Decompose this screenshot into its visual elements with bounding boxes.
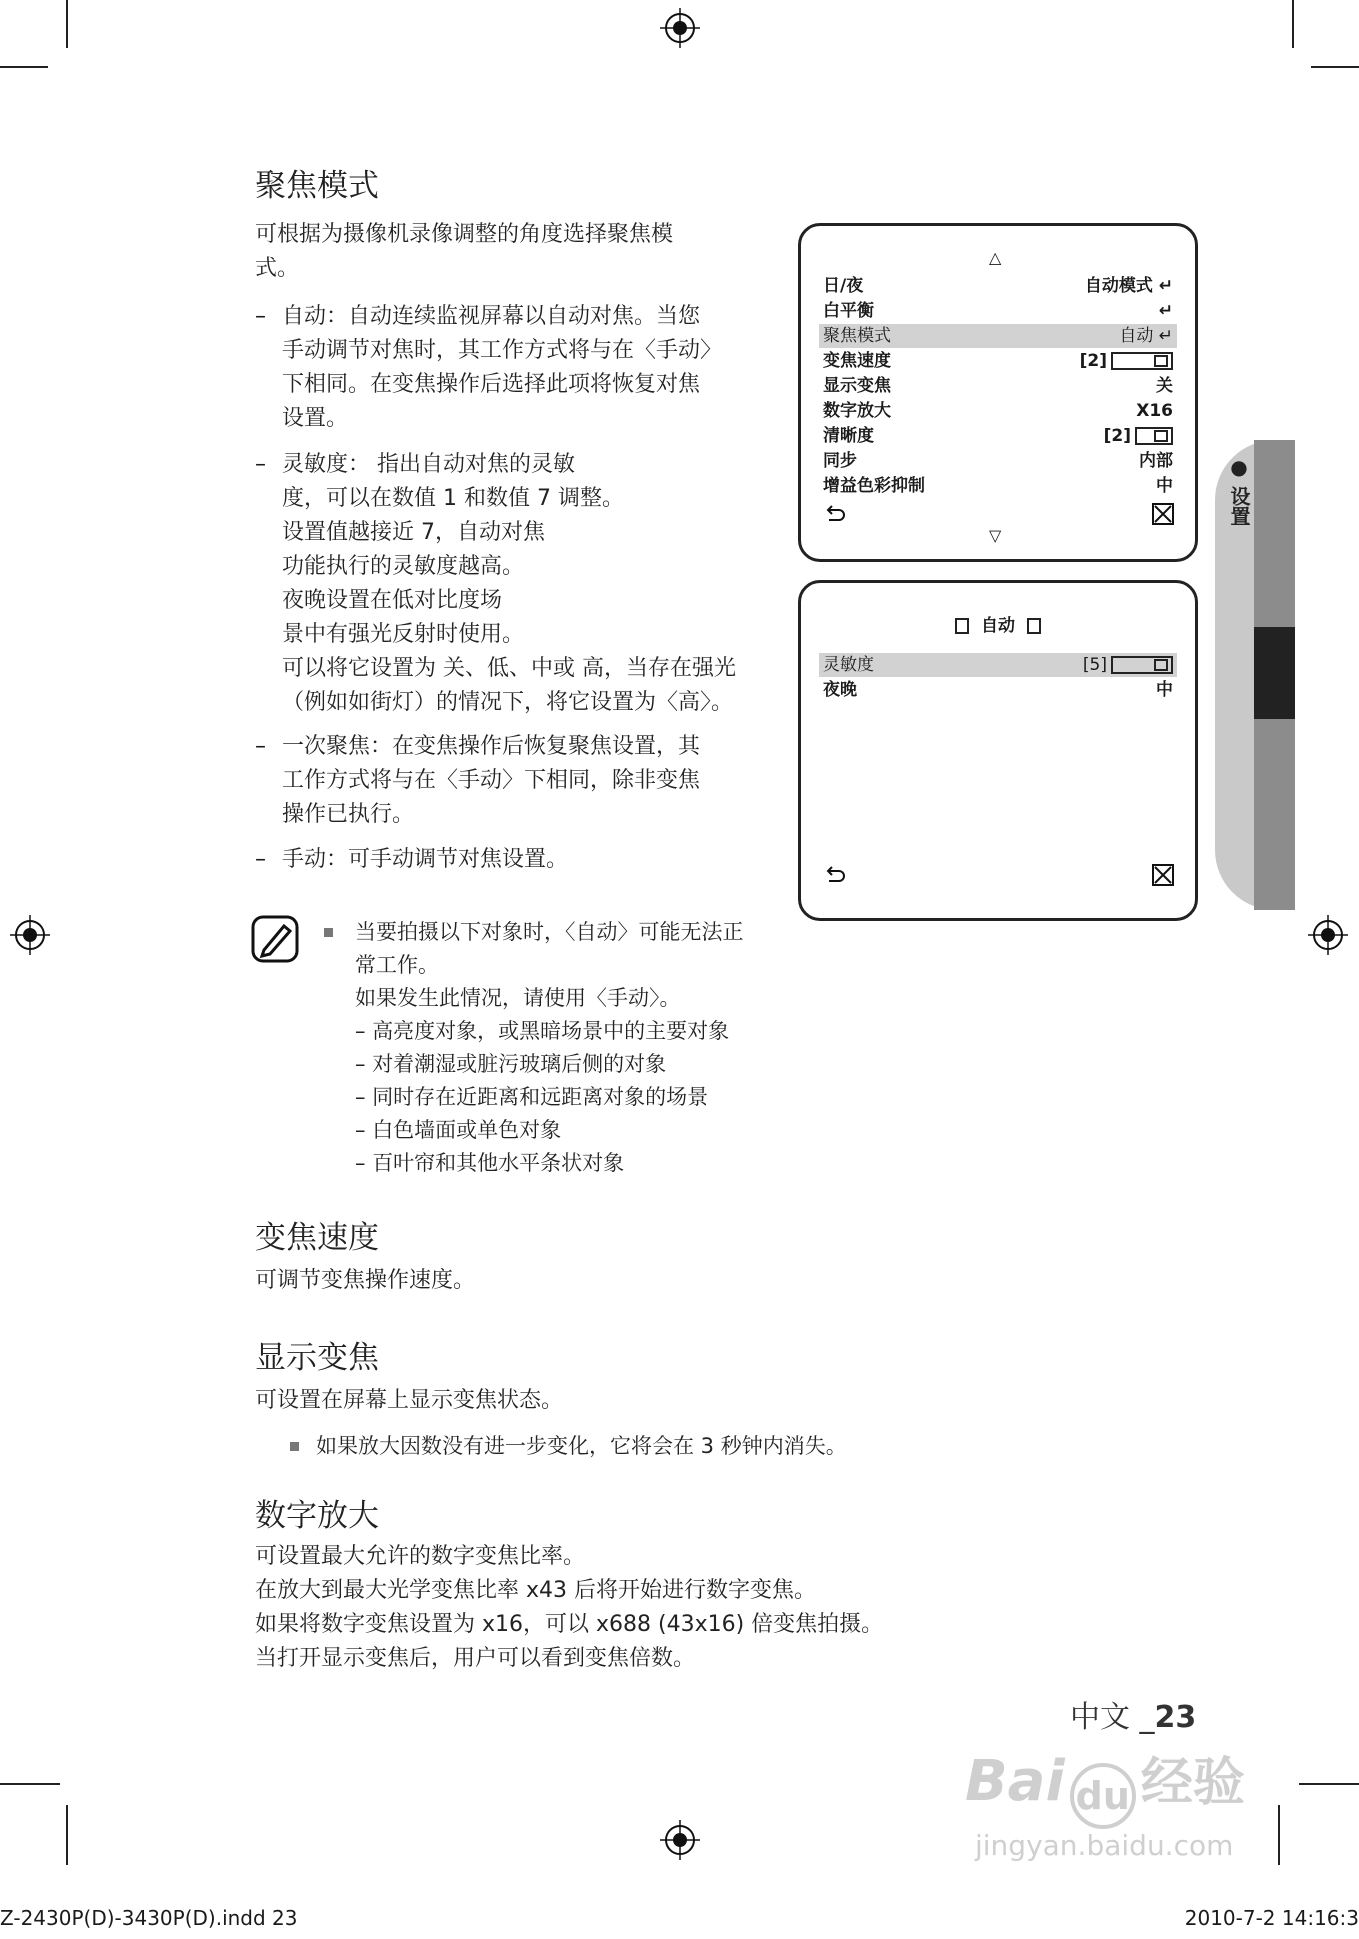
bullet-manual: 手动：可手动调节对焦设置。	[282, 847, 569, 872]
dash-icon: –	[255, 304, 266, 329]
osd-row: 日/夜 自动模式 ↵	[823, 276, 1173, 296]
crop-mark	[66, 1805, 68, 1865]
registration-mark-icon	[1308, 915, 1348, 955]
watermark: Bai du 经验 jingyan.baidu.com	[965, 1749, 1245, 1862]
arrow-up-icon: △	[989, 248, 1002, 267]
registration-mark-icon	[660, 8, 700, 48]
page-number: 中文 _23	[1070, 1700, 1197, 1735]
osd-row: 白平衡 ↵	[823, 301, 1173, 321]
side-tab-label: ● 设置	[1227, 455, 1251, 526]
bullet-sensitivity: 灵敏度： 指出自动对焦的灵敏 度，可以在数值 1 和数值 7 调整。 设置值越接近 7，自动对焦 功能执行的灵敏度越高。 夜晚设置在低对比度场 景中有强光反射时使用。 可以将它设置为 关、低、中或 高，当存在强光 （例如如街灯）的情况下，将它设置为〈高〉。	[282, 452, 736, 715]
osd-row: 清晰度 [2]	[819, 424, 1177, 448]
arrow-down-icon: ▽	[989, 526, 1002, 545]
osd-row: 变焦速度 [2]	[819, 349, 1177, 373]
osd-row: 显示变焦 关	[823, 376, 1173, 396]
osd-row: 同步 内部	[823, 451, 1173, 471]
osd-row: 增益色彩抑制 中	[823, 476, 1173, 496]
registration-mark-icon	[10, 915, 50, 955]
section-heading-zoom-speed: 变焦速度	[255, 1220, 379, 1256]
crop-mark	[1299, 1783, 1359, 1785]
crop-mark	[1292, 0, 1294, 48]
back-icon	[823, 863, 847, 887]
osd-title: 自动	[801, 611, 1195, 636]
section-heading-focus-mode: 聚焦模式	[255, 168, 379, 204]
dash-icon: –	[255, 452, 266, 477]
close-icon	[1151, 863, 1175, 887]
close-icon	[1151, 502, 1175, 526]
osd-slider	[1111, 656, 1173, 674]
osd-slider	[1111, 352, 1173, 370]
crop-mark	[0, 66, 48, 68]
focus-mode-intro: 可根据为摄像机录像调整的角度选择聚焦模 式。	[255, 222, 674, 281]
footer-date: 2010-7-2 14:16:3	[1184, 1906, 1359, 1930]
dash-icon: –	[255, 734, 266, 759]
zoom-display-text: 可设置在屏幕上显示变焦状态。	[255, 1388, 564, 1413]
back-icon	[823, 502, 847, 526]
registration-mark-icon	[660, 1820, 700, 1860]
paw-logo-icon: du	[1070, 1763, 1136, 1829]
digital-zoom-text: 可设置最大允许的数字变焦比率。 在放大到最大光学变焦比率 x43 后将开始进行数字变焦。 如果将数字变焦设置为 x16，可以 x688 (43x16) 倍变焦拍摄。 当打开显示变焦后，用户可以看到变焦倍数。	[255, 1544, 884, 1671]
bullet-auto: 自动：自动连续监视屏幕以自动对焦。当您 手动调节对焦时，其工作方式将与在〈手动〉 下相同。在变焦操作后选择此项将恢复对焦 设置。	[282, 304, 723, 431]
osd-menu-auto	[798, 580, 1198, 921]
osd-slider	[1135, 427, 1173, 445]
crop-mark	[1278, 1805, 1280, 1865]
bullet-one-shot: 一次聚焦：在变焦操作后恢复聚焦设置，其 工作方式将与在〈手动〉下相同，除非变焦 操作已执行。	[282, 734, 701, 827]
section-heading-digital-zoom: 数字放大	[255, 1498, 379, 1534]
crop-mark	[1311, 66, 1359, 68]
side-tab-marker	[1254, 627, 1295, 719]
zoom-speed-text: 可调节变焦操作速度。	[255, 1268, 476, 1293]
osd-row-selected: 聚焦模式 自动 ↵	[819, 324, 1177, 348]
square-bullet-icon	[290, 1442, 299, 1451]
note-block: 当要拍摄以下对象时，〈自动〉可能无法正 常工作。 如果发生此情况，请使用〈手动〉。 – 高亮度对象，或黑暗场景中的主要对象 – 对着潮湿或脏污玻璃后侧的对象 – 同时存在近距离和远距离对象的场景 – 白色墙面或单色对象 – 百叶帘和其他水平条状对象	[355, 920, 744, 1175]
osd-row-selected: 灵敏度 [5]	[819, 653, 1177, 677]
zoom-display-note: 如果放大因数没有进一步变化，它将会在 3 秒钟内消失。	[316, 1434, 847, 1458]
footer-file: Z-2430P(D)-3430P(D).indd 23	[0, 1906, 298, 1930]
note-icon	[250, 914, 300, 964]
crop-mark	[66, 0, 68, 48]
osd-row: 夜晚 中	[823, 680, 1173, 700]
crop-mark	[0, 1783, 60, 1785]
osd-row: 数字放大 X16	[823, 401, 1173, 421]
square-bullet-icon	[324, 928, 333, 937]
section-heading-zoom-display: 显示变焦	[255, 1340, 379, 1376]
osd-menu-main	[798, 223, 1198, 562]
dash-icon: –	[255, 847, 266, 872]
